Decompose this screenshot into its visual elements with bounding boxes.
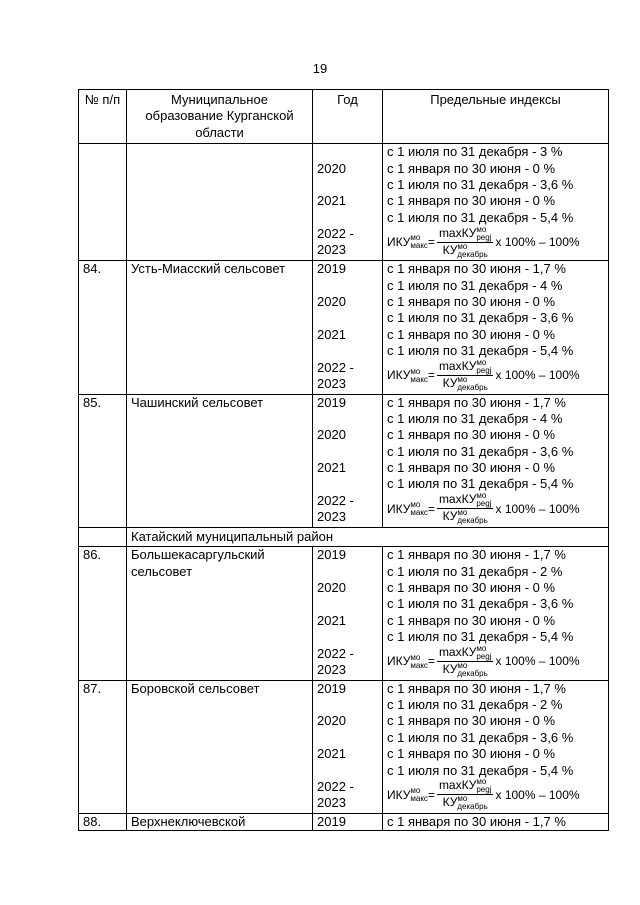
year-value (317, 444, 378, 460)
year-cell (313, 547, 383, 680)
formula-lhs-indices (410, 787, 428, 803)
year-value: 2022 - 2023 (317, 359, 354, 391)
row-number: 86. (79, 547, 127, 680)
formula-num-main: maxКУ (438, 359, 477, 374)
year-value: 2020 (317, 427, 346, 443)
year-value (317, 411, 378, 427)
index-line: с 1 января по 30 июня - 1,7 % (387, 813, 566, 829)
indices-cell (383, 394, 609, 527)
year-value (317, 629, 378, 645)
index-line: с 1 января по 30 июня - 0 % (387, 193, 556, 209)
formula-num-indices (476, 645, 491, 661)
year-value: 2022 - 2023 (317, 492, 354, 524)
formula-den-main: КУ (442, 242, 458, 257)
year-value (317, 763, 378, 779)
formula-tail: x 100% – 100% (495, 501, 580, 516)
formula-lhs-indices (410, 368, 428, 384)
formula-num-main: maxКУ (438, 778, 477, 793)
year-value: 2021 (317, 746, 346, 762)
year-value: 2021 (317, 612, 346, 628)
index-line: с 1 июля по 31 декабря - 5,4 % (387, 629, 574, 645)
formula-den-indices (457, 243, 487, 259)
formula (387, 226, 604, 258)
row-number: 87. (79, 680, 127, 813)
formula-equals: = (427, 654, 435, 669)
header-year: Год (313, 90, 383, 144)
formula-lhs: ИКУ (387, 501, 411, 516)
index-line: с 1 июля по 31 декабря - 5,4 % (387, 343, 574, 359)
year-value (317, 310, 378, 326)
formula-den-sup: мо (457, 508, 468, 518)
index-line: с 1 июля по 31 декабря - 3,6 % (387, 310, 574, 326)
formula-lhs: ИКУ (387, 654, 411, 669)
year-value: 2020 (317, 160, 346, 176)
index-line: с 1 января по 30 июня - 0 % (387, 612, 556, 628)
formula-den-sub: декабрь (457, 383, 488, 393)
page-number: 19 (312, 61, 328, 76)
table-row (79, 547, 609, 680)
year-value (317, 476, 378, 492)
year-cell (313, 813, 383, 830)
index-line: с 1 января по 30 июня - 0 % (387, 427, 556, 443)
formula-den-indices (457, 795, 487, 811)
formula-equals: = (427, 368, 435, 383)
formula-lhs: ИКУ (387, 234, 411, 249)
formula-denominator (441, 662, 490, 678)
formula-denominator (441, 509, 490, 525)
formula-lhs-sub: макс (410, 374, 428, 384)
formula (387, 646, 604, 678)
formula-fraction (437, 226, 494, 259)
index-line: с 1 января по 30 июня - 1,7 % (387, 261, 566, 277)
index-line: с 1 января по 30 июня - 0 % (387, 580, 556, 596)
year-value (317, 177, 378, 193)
year-value: 2022 - 2023 (317, 778, 354, 810)
municipality-name: Верхнеключевской (127, 813, 313, 830)
formula-num-indices (476, 226, 491, 242)
year-value (317, 278, 378, 294)
formula-den-indices (457, 509, 487, 525)
municipality-name: Боровской сельсовет (127, 680, 313, 813)
formula-denominator (441, 795, 490, 811)
index-line: с 1 января по 30 июня - 0 % (387, 460, 556, 476)
formula-num-sup: мо (476, 777, 487, 787)
formula-den-indices (457, 376, 487, 392)
year-value: 2020 (317, 580, 346, 596)
index-line: с 1 июля по 31 декабря - 2 % (387, 563, 563, 579)
formula-tail: x 100% – 100% (495, 787, 580, 802)
year-value: 2022 - 2023 (317, 645, 354, 677)
formula-numerator (437, 359, 494, 376)
indices-cell (383, 144, 609, 261)
formula-lhs-sup: мо (410, 233, 421, 243)
formula-num-sub: pegj (476, 366, 492, 376)
year-value: 2022 - 2023 (317, 226, 354, 258)
row-number: 85. (79, 394, 127, 527)
formula-lhs: ИКУ (387, 368, 411, 383)
year-value: 2019 (317, 261, 346, 277)
index-line: с 1 января по 30 июня - 1,7 % (387, 547, 566, 563)
formula-den-sub: декабрь (457, 516, 488, 526)
formula-tail: x 100% – 100% (495, 234, 580, 249)
index-line: с 1 января по 30 июня - 0 % (387, 746, 556, 762)
formula-num-main: maxКУ (438, 492, 477, 507)
year-value (317, 730, 378, 746)
year-value: 2019 (317, 394, 346, 410)
row-number (79, 144, 127, 261)
formula-lhs-sup: мо (410, 366, 421, 376)
formula-num-indices (476, 359, 491, 375)
formula-numerator (437, 226, 494, 243)
formula-num-sub: pegj (476, 785, 492, 795)
formula-den-sub: декабрь (457, 802, 488, 812)
index-line: с 1 июля по 31 декабря - 4 % (387, 277, 563, 293)
formula-den-main: КУ (442, 662, 458, 677)
year-value: 2019 (317, 680, 346, 696)
formula-lhs-sub: макс (410, 241, 428, 251)
municipality-name: Усть-Миасский сельсовет (127, 261, 313, 394)
year-cell (313, 394, 383, 527)
formula (387, 360, 604, 392)
formula-num-main: maxКУ (438, 225, 477, 240)
formula-num-sub: pegj (476, 499, 492, 509)
formula-lhs-sup: мо (410, 785, 421, 795)
year-value: 2019 (317, 547, 346, 563)
formula (387, 493, 604, 525)
formula-fraction (437, 359, 494, 392)
formula-num-main: maxКУ (438, 645, 477, 660)
index-line: с 1 июля по 31 декабря - 5,4 % (387, 209, 574, 225)
header-num: № п/п (79, 90, 127, 144)
formula-tail: x 100% – 100% (495, 368, 580, 383)
formula-lhs-sub: макс (410, 507, 428, 517)
formula-fraction (437, 492, 494, 525)
formula-lhs: ИКУ (387, 787, 411, 802)
header-indices: Предельные индексы (383, 90, 609, 144)
district-empty-cell (79, 527, 127, 546)
formula-den-main: КУ (442, 376, 458, 391)
formula-num-sup: мо (476, 491, 487, 501)
year-value: 2020 (317, 293, 346, 309)
municipality-name: Чашинский сельсовет (127, 394, 313, 527)
formula-den-sub: декабрь (457, 669, 488, 679)
year-value (317, 564, 378, 580)
formula-den-main: КУ (442, 795, 458, 810)
index-line: с 1 января по 30 июня - 0 % (387, 326, 556, 342)
formula-num-sub: pegj (476, 232, 492, 242)
table-row (79, 144, 609, 261)
index-line: с 1 июля по 31 декабря - 5,4 % (387, 476, 574, 492)
formula-tail: x 100% – 100% (495, 654, 580, 669)
formula-equals: = (427, 501, 435, 516)
formula-fraction (437, 645, 494, 678)
table-row (79, 680, 609, 813)
table-header-row (79, 90, 609, 144)
formula-lhs-sup: мо (410, 652, 421, 662)
year-value: 2019 (317, 813, 346, 829)
index-line: с 1 января по 30 июня - 0 % (387, 160, 556, 176)
formula-fraction (437, 778, 494, 811)
formula-equals: = (427, 787, 435, 802)
formula (387, 779, 604, 811)
formula-den-indices (457, 662, 487, 678)
year-cell (313, 144, 383, 261)
formula-lhs-sup: мо (410, 499, 421, 509)
year-value (317, 697, 378, 713)
formula-num-sup: мо (476, 644, 487, 654)
year-value: 2020 (317, 713, 346, 729)
year-value: 2021 (317, 326, 346, 342)
district-name: Катайский муниципальный район (127, 527, 609, 546)
index-line: с 1 июля по 31 декабря - 5,4 % (387, 762, 574, 778)
table-row (79, 813, 609, 830)
indices-cell (383, 261, 609, 394)
year-value (317, 343, 378, 359)
year-value (317, 144, 378, 160)
formula-den-sup: мо (457, 661, 468, 671)
formula-den-sub: декабрь (457, 249, 488, 259)
formula-num-indices (476, 778, 491, 794)
index-line: с 1 июля по 31 декабря - 4 % (387, 410, 563, 426)
formula-num-sup: мо (476, 358, 487, 368)
index-line: с 1 июля по 31 декабря - 3 % (387, 144, 563, 160)
index-line: с 1 июля по 31 декабря - 3,6 % (387, 729, 574, 745)
formula-num-sup: мо (476, 224, 487, 234)
formula-lhs-indices (410, 234, 428, 250)
year-value (317, 596, 378, 612)
formula-lhs-indices (410, 501, 428, 517)
index-line: с 1 июля по 31 декабря - 3,6 % (387, 443, 574, 459)
formula-numerator (437, 492, 494, 509)
table-row (79, 394, 609, 527)
table-row (79, 261, 609, 394)
index-line: с 1 января по 30 июня - 0 % (387, 293, 556, 309)
formula-den-sup: мо (457, 375, 468, 385)
index-line: с 1 января по 30 июня - 1,7 % (387, 394, 566, 410)
year-cell (313, 261, 383, 394)
formula-num-sub: pegj (476, 652, 492, 662)
year-value (317, 210, 378, 226)
index-line: с 1 июля по 31 декабря - 2 % (387, 697, 563, 712)
index-line: с 1 июля по 31 декабря - 3,6 % (387, 596, 574, 612)
formula-den-sup: мо (457, 241, 468, 251)
year-value: 2021 (317, 460, 346, 476)
municipality-name (127, 144, 313, 261)
index-line: с 1 января по 30 июня - 0 % (387, 713, 556, 729)
formula-equals: = (427, 234, 435, 249)
table-row (79, 527, 609, 546)
index-line: с 1 июля по 31 декабря - 3,6 % (387, 177, 574, 192)
formula-lhs-sub: макс (410, 793, 428, 803)
formula-numerator (437, 778, 494, 795)
formula-lhs-indices (410, 654, 428, 670)
indices-cell (383, 680, 609, 813)
formula-numerator (437, 645, 494, 662)
indices-cell (383, 547, 609, 680)
formula-den-sup: мо (457, 794, 468, 804)
municipality-name: Большекасаргульский сельсовет (127, 547, 313, 680)
year-cell (313, 680, 383, 813)
formula-den-main: КУ (442, 509, 458, 524)
formula-denominator (441, 243, 490, 259)
formula-denominator (441, 376, 490, 392)
year-value: 2021 (317, 193, 346, 209)
header-municipality: Муниципальное образование Курганской области (127, 90, 313, 144)
row-number: 88. (79, 813, 127, 830)
formula-lhs-sub: макс (410, 660, 428, 670)
index-line: с 1 января по 30 июня - 1,7 % (387, 680, 566, 696)
row-number: 84. (79, 261, 127, 394)
indices-cell (383, 813, 609, 830)
formula-num-indices (476, 492, 491, 508)
indices-table (78, 89, 609, 831)
